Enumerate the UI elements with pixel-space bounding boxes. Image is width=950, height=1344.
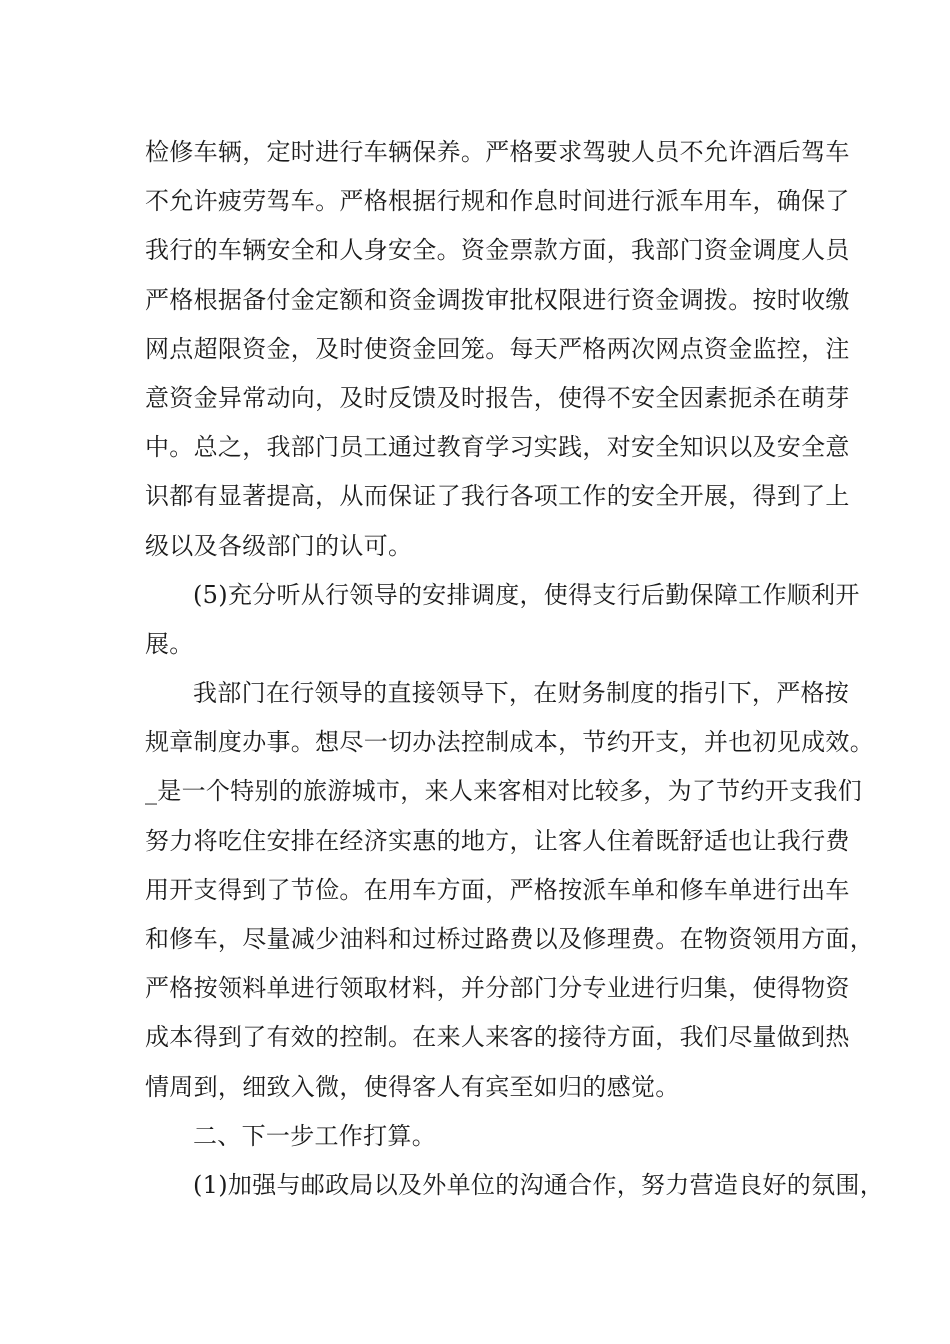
document-line: 严格按领料单进行领取材料，并分部门分专业进行归集，使得物资: [145, 974, 850, 1003]
document-line: 不允许疲劳驾车。严格根据行规和作息时间进行派车用车，确保了: [145, 187, 850, 216]
document-line: 中。总之，我部门员工通过教育学习实践，对安全知识以及安全意: [145, 433, 850, 462]
document-line: 意资金异常动向，及时反馈及时报告，使得不安全因素扼杀在萌芽: [145, 383, 850, 412]
document-line: 努力将吃住安排在经济实惠的地方，让客人住着既舒适也让我行费: [145, 826, 850, 855]
document-line: 识都有显著提高，从而保证了我行各项工作的安全开展，得到了上: [145, 482, 850, 511]
document-line: 我部门在行领导的直接领导下，在财务制度的指引下，严格按: [193, 679, 850, 708]
document-line: 网点超限资金，及时使资金回笼。每天严格两次网点资金监控，注: [145, 334, 850, 363]
document-body: [145, 128, 884, 1210]
document-line: 级以及各级部门的认可。: [145, 531, 413, 560]
document-line: 我行的车辆安全和人身安全。资金票款方面，我部门资金调度人员: [145, 236, 850, 265]
document-line: (5)充分听从行领导的安排调度，使得支行后勤保障工作顺利开: [193, 580, 860, 609]
document-line: 展。: [145, 629, 194, 658]
document-line: 检修车辆，定时进行车辆保养。严格要求驾驶人员不允许酒后驾车: [145, 138, 850, 166]
document-line: 成本得到了有效的控制。在来人来客的接待方面，我们尽量做到热: [145, 1023, 850, 1052]
document-line: 规章制度办事。想尽一切办法控制成本，节约开支，并也初见成效。: [145, 728, 874, 757]
document-line: 用开支得到了节俭。在用车方面，严格按派车单和修车单进行出车: [145, 875, 850, 904]
document-line: 二、下一步工作打算。: [193, 1121, 436, 1150]
document-line: _是一个特别的旅游城市，来人来客相对比较多，为了节约开支我们: [145, 777, 862, 806]
document-line: 严格根据备付金定额和资金调拨审批权限进行资金调拨。按时收缴: [145, 285, 850, 314]
document-line: 和修车，尽量减少油料和过桥过路费以及修理费。在物资领用方面，: [145, 925, 874, 953]
document-line: (1)加强与邮政局以及外单位的沟通合作，努力营造良好的氛围，: [193, 1170, 884, 1199]
document-line: 情周到，细致入微，使得客人有宾至如归的感觉。: [145, 1072, 680, 1101]
